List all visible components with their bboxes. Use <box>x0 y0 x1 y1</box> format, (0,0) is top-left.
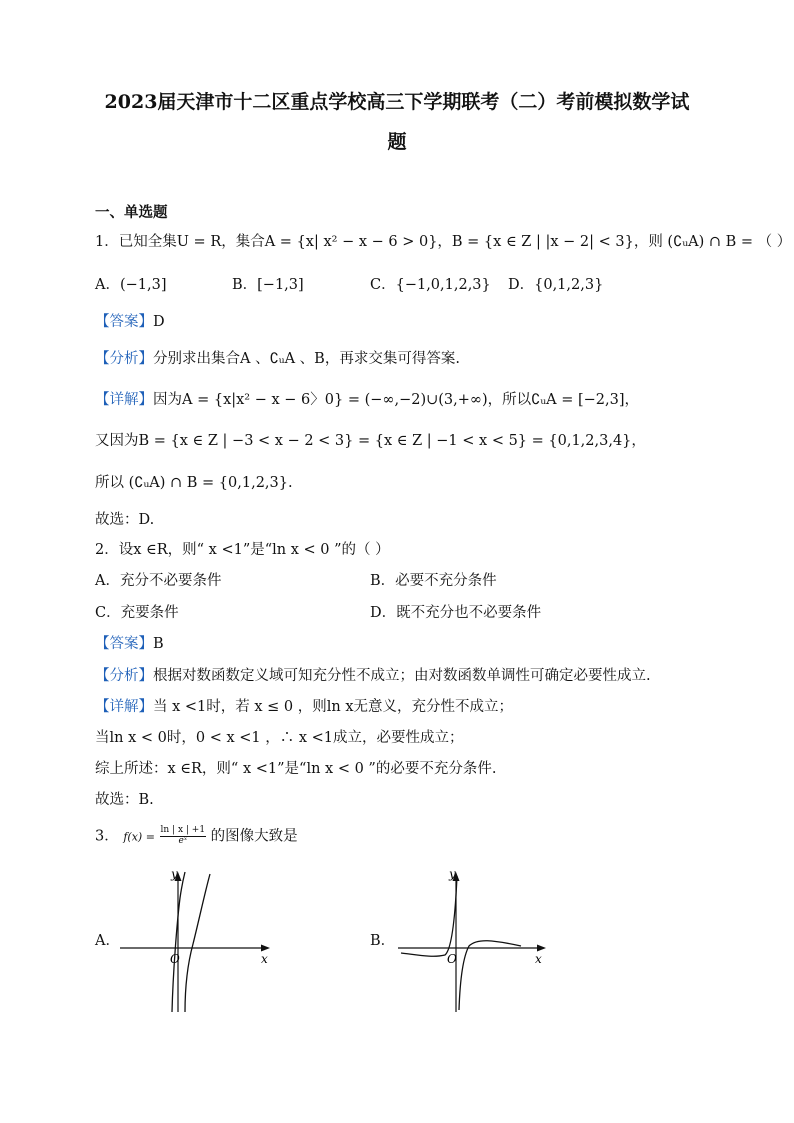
q2-answer: B <box>153 636 164 652</box>
q3-graph-a <box>115 862 275 1017</box>
q2-analysis-line <box>95 667 651 686</box>
detail-tag: 【详解】 <box>95 392 153 408</box>
origin-label: O <box>170 952 180 966</box>
q1-detail-2: 又因为B = {x ∈ Z | −3 < x − 2 < 3} = {x ∈ Z | −1 < x < 5} = {0,1,2,3,4}， <box>95 433 646 449</box>
q3-fraction-denominator: eˣ <box>178 835 188 846</box>
q2-choose: 故选：B. <box>95 792 154 808</box>
q1-answer-line <box>95 313 165 332</box>
q2-analysis: 根据对数函数定义域可知充分性不成立；由对数函数单调性可确定必要性成立. <box>153 668 651 684</box>
q3-option-a-label: A． <box>95 933 120 949</box>
axis-label-x: x <box>261 952 268 966</box>
q2-option-a: A．充分不必要条件 <box>95 573 222 589</box>
section-heading: 一、单选题 <box>95 204 168 221</box>
page-title: 2023届天津市十二区重点学校高三下学期联考（二）考前模拟数学试 <box>104 91 690 113</box>
answer-tag: 【答案】 <box>95 636 153 652</box>
q1-choose: 故选：D. <box>95 512 155 528</box>
q2-option-b: B．必要不充分条件 <box>370 573 497 589</box>
detail-tag: 【详解】 <box>95 699 153 715</box>
q1-detail-line-1 <box>95 391 639 410</box>
q2-answer-line <box>95 635 164 654</box>
curve-right-branch <box>185 874 210 1012</box>
q1-detail-3: 所以 (∁ᵤA) ∩ B = {0,1,2,3}. <box>95 475 293 491</box>
q1-analysis: 分别求出集合A 、∁ᵤA 、B，再求交集可得答案. <box>153 351 460 367</box>
analysis-tag: 【分析】 <box>95 351 153 367</box>
axis-label-x: x <box>535 952 542 966</box>
q2-stem: 2．设x ∈R，则“ x <1”是“ln x < 0 ”的（ ） <box>95 542 390 558</box>
curve-left-branch <box>401 876 457 956</box>
q2-detail-1: 当 x <1时，若 x ≤ 0 ，则ln x无意义，充分性不成立； <box>153 699 514 715</box>
q2-detail-line-1 <box>95 698 513 717</box>
q3-option-b-label: B． <box>370 933 396 949</box>
q2-detail-3: 综上所述：x ∈R，则“ x <1”是“ln x < 0 ”的必要不充分条件. <box>95 761 497 777</box>
analysis-tag: 【分析】 <box>95 668 153 684</box>
q2-option-c: C．充要条件 <box>95 605 179 621</box>
q3-fraction-numerator: ln | x | +1 <box>160 825 206 835</box>
curve-right-branch <box>459 941 521 1010</box>
q2-detail-2: 当ln x < 0时，0 < x <1 ，∴ x <1成立，必要性成立； <box>95 730 464 746</box>
answer-tag: 【答案】 <box>95 314 153 330</box>
q2-option-d: D．既不充分也不必要条件 <box>370 605 542 621</box>
q3-function-lhs: f(x) = <box>123 830 155 844</box>
q1-answer: D <box>153 314 165 330</box>
axis-label-y: y <box>171 867 178 881</box>
q1-analysis-line <box>95 350 460 369</box>
q1-option-d: D．{0,1,2,3} <box>508 277 604 293</box>
q1-option-b: B．[−1,3] <box>232 277 304 293</box>
q1-detail-1: 因为A = {x|x² − x − 6〉0} = (−∞,−2)∪(3,+∞)，所以∁ᵤA = [−2,3]， <box>153 392 639 408</box>
q3-prefix: 3． <box>95 828 119 845</box>
q1-stem: 1．已知全集U = R，集合A = {x| x² − x − 6 > 0}，B = {x ∈ Z | |x − 2| < 3}，则 (∁ᵤA) ∩ B = （ ） <box>95 234 792 250</box>
q3-stem <box>95 826 298 847</box>
q3-fraction <box>160 826 207 847</box>
q1-option-a: A．(−1,3] <box>95 277 167 293</box>
q3-suffix: 的图像大致是 <box>210 828 298 845</box>
x-axis-arrow-icon <box>261 945 270 952</box>
q1-option-c: C．{−1,0,1,2,3} <box>370 277 491 293</box>
q3-graph-b <box>393 862 553 1017</box>
x-axis-arrow-icon <box>537 945 546 952</box>
origin-label: O <box>447 952 457 966</box>
page-title-continued: 题 <box>387 131 407 153</box>
axis-label-y: y <box>449 867 456 881</box>
